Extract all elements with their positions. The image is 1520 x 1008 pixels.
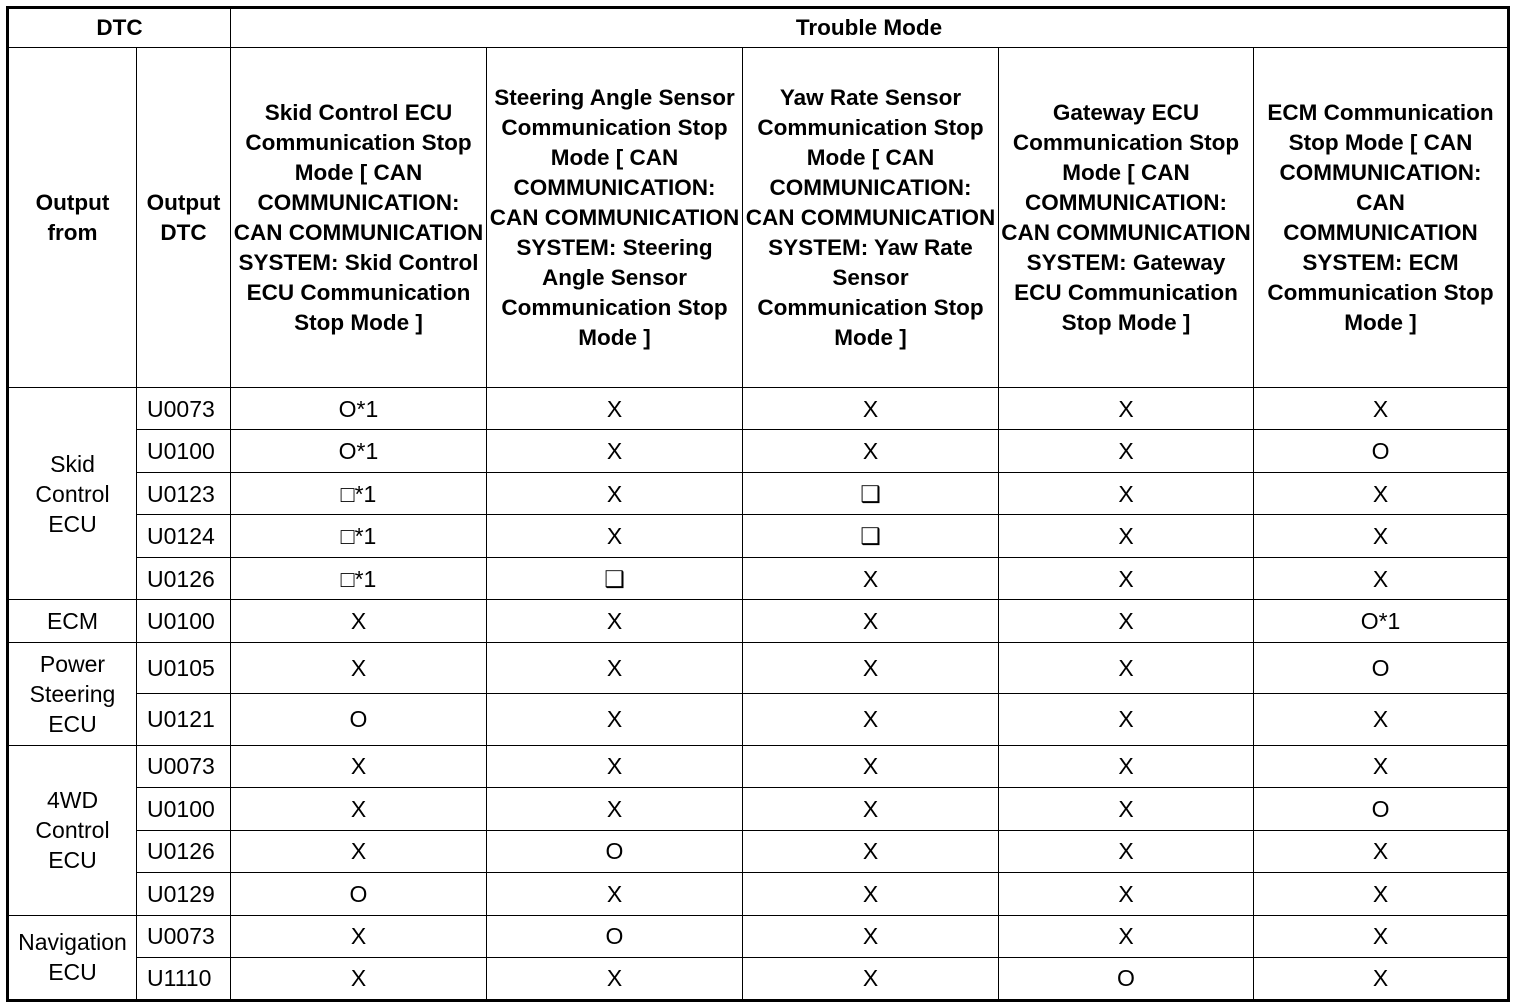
mode-cell-ecm: X	[1254, 957, 1509, 1000]
mode-cell-gateway: X	[999, 430, 1254, 473]
output-dtc-code: U0100	[137, 787, 231, 830]
mode-cell-yaw-rate: X	[743, 872, 999, 915]
mode-cell-skid-control: O*1	[231, 388, 487, 430]
mode-cell-steering-angle: O	[487, 830, 743, 872]
mode-cell-skid-control: X	[231, 830, 487, 872]
output-dtc-code: U0123	[137, 473, 231, 515]
output-dtc-code: U0126	[137, 830, 231, 872]
mode-cell-skid-control: O	[231, 694, 487, 745]
mode-header-skid-control: Skid Control ECU Communication Stop Mode [ CAN COMMUNICATION: CAN COMMUNICATION SYSTEM: Skid Control ECU Communication Stop Mode ]	[231, 48, 487, 388]
mode-cell-steering-angle: X	[487, 694, 743, 745]
mode-cell-yaw-rate: X	[743, 787, 999, 830]
table-row	[8, 830, 1509, 872]
mode-cell-gateway: X	[999, 787, 1254, 830]
mode-cell-steering-angle: O	[487, 915, 743, 957]
mode-cell-gateway: X	[999, 694, 1254, 745]
output-dtc-code: U0129	[137, 872, 231, 915]
output-from-power-steering-ecu: Power Steering ECU	[8, 643, 137, 745]
output-from-navigation-ecu: Navigation ECU	[8, 915, 137, 1000]
output-from-4wd-control-ecu: 4WD Control ECU	[8, 745, 137, 915]
mode-cell-ecm: O	[1254, 430, 1509, 473]
mode-cell-gateway: X	[999, 515, 1254, 558]
mode-cell-steering-angle: X	[487, 473, 743, 515]
mode-cell-gateway: X	[999, 830, 1254, 872]
trouble-mode-header: Trouble Mode	[231, 8, 1509, 48]
mode-cell-ecm: X	[1254, 915, 1509, 957]
output-dtc-code: U0073	[137, 915, 231, 957]
mode-cell-gateway: X	[999, 600, 1254, 643]
table-row	[8, 957, 1509, 1000]
table-row	[8, 558, 1509, 600]
mode-cell-steering-angle: X	[487, 600, 743, 643]
mode-cell-yaw-rate: X	[743, 830, 999, 872]
mode-cell-yaw-rate: ❑	[743, 473, 999, 515]
mode-header-ecm: ECM Communication Stop Mode [ CAN COMMUNICATION: CAN COMMUNICATION SYSTEM: ECM Communication Stop Mode ]	[1254, 48, 1509, 388]
output-dtc-code: U0100	[137, 600, 231, 643]
table-row	[8, 872, 1509, 915]
mode-cell-ecm: X	[1254, 558, 1509, 600]
mode-cell-gateway: X	[999, 872, 1254, 915]
mode-cell-steering-angle: X	[487, 643, 743, 694]
mode-cell-yaw-rate: X	[743, 388, 999, 430]
table-row	[8, 787, 1509, 830]
mode-cell-gateway: X	[999, 558, 1254, 600]
mode-header-steering-angle: Steering Angle Sensor Communication Stop Mode [ CAN COMMUNICATION: CAN COMMUNICATION SYSTEM: Steering Angle Sensor Communication Stop Mode ]	[487, 48, 743, 388]
mode-cell-ecm: X	[1254, 388, 1509, 430]
mode-cell-gateway: X	[999, 745, 1254, 787]
mode-cell-skid-control: □*1	[231, 515, 487, 558]
output-dtc-code: U0105	[137, 643, 231, 694]
mode-cell-steering-angle: X	[487, 957, 743, 1000]
mode-cell-skid-control: X	[231, 787, 487, 830]
output-dtc-code: U0100	[137, 430, 231, 473]
mode-cell-steering-angle: X	[487, 787, 743, 830]
mode-cell-gateway: X	[999, 473, 1254, 515]
mode-header-yaw-rate: Yaw Rate Sensor Communication Stop Mode [ CAN COMMUNICATION: CAN COMMUNICATION SYSTEM: Yaw Rate Sensor Communication Stop Mode ]	[743, 48, 999, 388]
mode-cell-skid-control: X	[231, 745, 487, 787]
output-dtc-code: U1110	[137, 957, 231, 1000]
mode-cell-ecm: X	[1254, 745, 1509, 787]
dtc-trouble-mode-table	[6, 6, 1510, 1002]
mode-cell-ecm: X	[1254, 694, 1509, 745]
dtc-header: DTC	[8, 8, 231, 48]
output-from-skid-control-ecu: Skid Control ECU	[8, 388, 137, 600]
mode-cell-yaw-rate: X	[743, 600, 999, 643]
output-dtc-code: U0124	[137, 515, 231, 558]
mode-header-gateway: Gateway ECU Communication Stop Mode [ CAN COMMUNICATION: CAN COMMUNICATION SYSTEM: Gateway ECU Communication Stop Mode ]	[999, 48, 1254, 388]
mode-cell-gateway: X	[999, 643, 1254, 694]
table-row	[8, 515, 1509, 558]
mode-cell-yaw-rate: X	[743, 915, 999, 957]
mode-cell-ecm: X	[1254, 830, 1509, 872]
mode-cell-skid-control: O	[231, 872, 487, 915]
table-row	[8, 915, 1509, 957]
mode-cell-ecm: O*1	[1254, 600, 1509, 643]
mode-cell-yaw-rate: X	[743, 694, 999, 745]
mode-cell-skid-control: X	[231, 957, 487, 1000]
mode-cell-gateway: X	[999, 915, 1254, 957]
mode-cell-steering-angle: ❑	[487, 558, 743, 600]
mode-cell-steering-angle: X	[487, 515, 743, 558]
mode-cell-skid-control: X	[231, 643, 487, 694]
output-dtc-code: U0121	[137, 694, 231, 745]
mode-cell-skid-control: □*1	[231, 558, 487, 600]
table-row	[8, 694, 1509, 745]
table-row	[8, 745, 1509, 787]
mode-cell-steering-angle: X	[487, 388, 743, 430]
table-body	[8, 388, 1509, 1001]
mode-cell-yaw-rate: X	[743, 430, 999, 473]
table-row	[8, 388, 1509, 430]
output-dtc-code: U0073	[137, 388, 231, 430]
mode-cell-steering-angle: X	[487, 872, 743, 915]
mode-cell-yaw-rate: X	[743, 558, 999, 600]
mode-cell-ecm: O	[1254, 787, 1509, 830]
mode-cell-steering-angle: X	[487, 430, 743, 473]
output-dtc-code: U0073	[137, 745, 231, 787]
table-row	[8, 643, 1509, 694]
output-from-header: Output from	[8, 48, 137, 388]
mode-cell-skid-control: X	[231, 600, 487, 643]
table-row	[8, 473, 1509, 515]
table-row	[8, 600, 1509, 643]
mode-cell-yaw-rate: X	[743, 643, 999, 694]
mode-cell-ecm: X	[1254, 515, 1509, 558]
mode-cell-skid-control: O*1	[231, 430, 487, 473]
mode-cell-ecm: X	[1254, 872, 1509, 915]
mode-cell-gateway: X	[999, 388, 1254, 430]
mode-cell-yaw-rate: X	[743, 745, 999, 787]
mode-cell-gateway: O	[999, 957, 1254, 1000]
mode-cell-ecm: X	[1254, 473, 1509, 515]
output-dtc-header: Output DTC	[137, 48, 231, 388]
output-dtc-code: U0126	[137, 558, 231, 600]
mode-cell-skid-control: X	[231, 915, 487, 957]
mode-cell-yaw-rate: X	[743, 957, 999, 1000]
mode-cell-skid-control: □*1	[231, 473, 487, 515]
output-from-ecm: ECM	[8, 600, 137, 643]
table-row	[8, 430, 1509, 473]
mode-cell-steering-angle: X	[487, 745, 743, 787]
mode-cell-yaw-rate: ❑	[743, 515, 999, 558]
mode-cell-ecm: O	[1254, 643, 1509, 694]
